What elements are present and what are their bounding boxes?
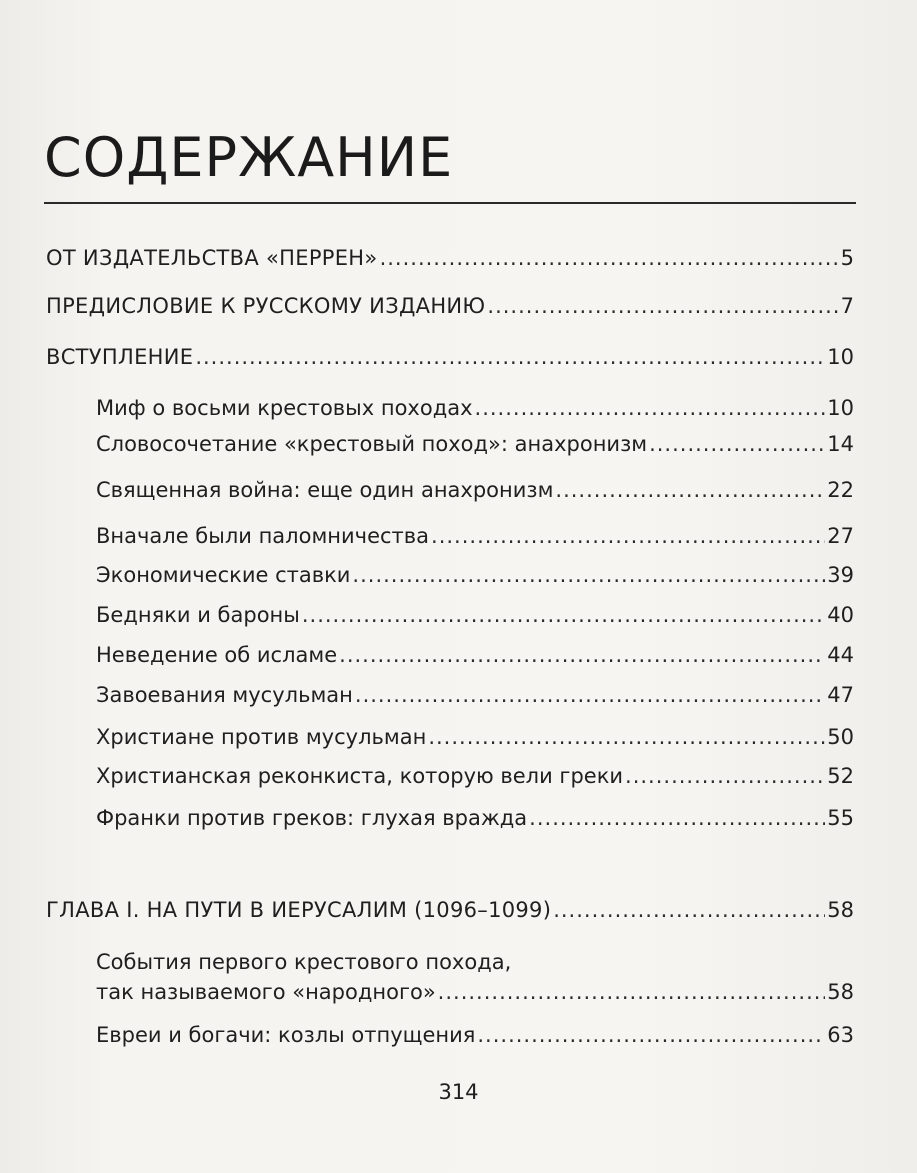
dot-leader (477, 1020, 825, 1050)
toc-entry-label: ПРЕДИСЛОВИЕ К РУССКОМУ ИЗДАНИЮ (46, 294, 486, 318)
toc-entry-page: 10 (827, 396, 854, 420)
dot-leader (431, 521, 825, 551)
toc-entry-page: 52 (827, 764, 854, 788)
toc-entry-label: Экономические ставки (96, 563, 351, 587)
toc-subentry[interactable] (96, 803, 854, 833)
toc-entry-page: 55 (827, 806, 854, 830)
dot-leader (302, 600, 825, 630)
toc-entry[interactable] (46, 342, 854, 372)
toc-entry[interactable] (46, 291, 854, 321)
toc-entry[interactable] (46, 895, 854, 925)
toc-entry-page: 58 (827, 980, 854, 1004)
toc-entry-label: Франки против греков: глухая вражда (96, 806, 528, 830)
toc-subentry[interactable] (96, 1020, 854, 1050)
toc-entry-label: Словосочетание «крестовый поход»: анахронизм (96, 432, 648, 456)
dot-leader (352, 560, 825, 590)
toc-entry-label: так называемого «народного» (96, 980, 436, 1004)
dot-leader (428, 722, 825, 752)
dot-leader (475, 393, 826, 423)
toc-subentry[interactable] (96, 680, 854, 710)
toc-entry-label: Миф о восьми крестовых походах (96, 396, 473, 420)
toc-entry-label: Неведение об исламе (96, 643, 338, 667)
toc-entry-page: 14 (827, 432, 854, 456)
toc-subentry[interactable] (96, 475, 854, 505)
toc-entry-label: ВСТУПЛЕНИЕ (46, 345, 194, 369)
toc-entry-page: 40 (827, 603, 854, 627)
toc-entry-label: Завоевания мусульман (96, 683, 353, 707)
toc-entry-page: 58 (827, 898, 854, 922)
toc-entry-label: Бедняки и бароны (96, 603, 300, 627)
toc-entry-page: 22 (827, 478, 854, 502)
toc-entry-page: 27 (827, 524, 854, 548)
toc-entry-label: Христиане против мусульман (96, 725, 427, 749)
toc-entry-page: 63 (827, 1023, 854, 1047)
toc-entry-label: ОТ ИЗДАТЕЛЬСТВА «ПЕРРЕН» (46, 246, 378, 270)
dot-leader (625, 761, 825, 791)
toc-entry-page: 7 (840, 294, 854, 318)
toc-subentry[interactable] (96, 429, 854, 459)
toc-entry-page: 10 (827, 345, 854, 369)
toc-entry[interactable] (46, 243, 854, 273)
toc-entry-page: 5 (840, 246, 854, 270)
dot-leader (355, 680, 825, 710)
dot-leader (529, 803, 825, 833)
dot-leader (195, 342, 825, 372)
toc-subentry[interactable] (96, 560, 854, 590)
dot-leader (438, 977, 826, 1007)
dot-leader (339, 640, 825, 670)
toc-entry-label: ГЛАВА I. НА ПУТИ В ИЕРУСАЛИМ (1096–1099) (46, 898, 552, 922)
toc-subentry[interactable] (96, 640, 854, 670)
toc-entry-page: 50 (827, 725, 854, 749)
page-number: 314 (438, 1080, 479, 1104)
dot-leader (487, 291, 838, 321)
toc-subentry[interactable] (96, 521, 854, 551)
title-rule (44, 202, 856, 204)
show-through-text (40, 0, 900, 116)
toc-entry-label: Священная война: еще один анахронизм (96, 478, 554, 502)
toc-entry-label: Евреи и богачи: козлы отпущения (96, 1023, 476, 1047)
dot-leader (380, 243, 839, 273)
toc-subentry[interactable] (96, 722, 854, 752)
dot-leader (553, 895, 825, 925)
toc-entry-label: Вначале были паломничества (96, 524, 430, 548)
dot-leader (649, 429, 825, 459)
toc-entry-label: Христианская реконкиста, которую вели греки (96, 764, 624, 788)
toc-entry-page: 39 (827, 563, 854, 587)
toc-subentry-first-line: События первого крестового похода, (96, 950, 512, 974)
page-title: СОДЕРЖАНИЕ (44, 126, 454, 189)
toc-entry-page: 44 (827, 643, 854, 667)
toc-entry-page: 47 (827, 683, 854, 707)
toc-subentry[interactable] (96, 977, 854, 1007)
toc-subentry[interactable] (96, 761, 854, 791)
toc-subentry[interactable] (96, 393, 854, 423)
toc-subentry[interactable] (96, 600, 854, 630)
dot-leader (555, 475, 825, 505)
